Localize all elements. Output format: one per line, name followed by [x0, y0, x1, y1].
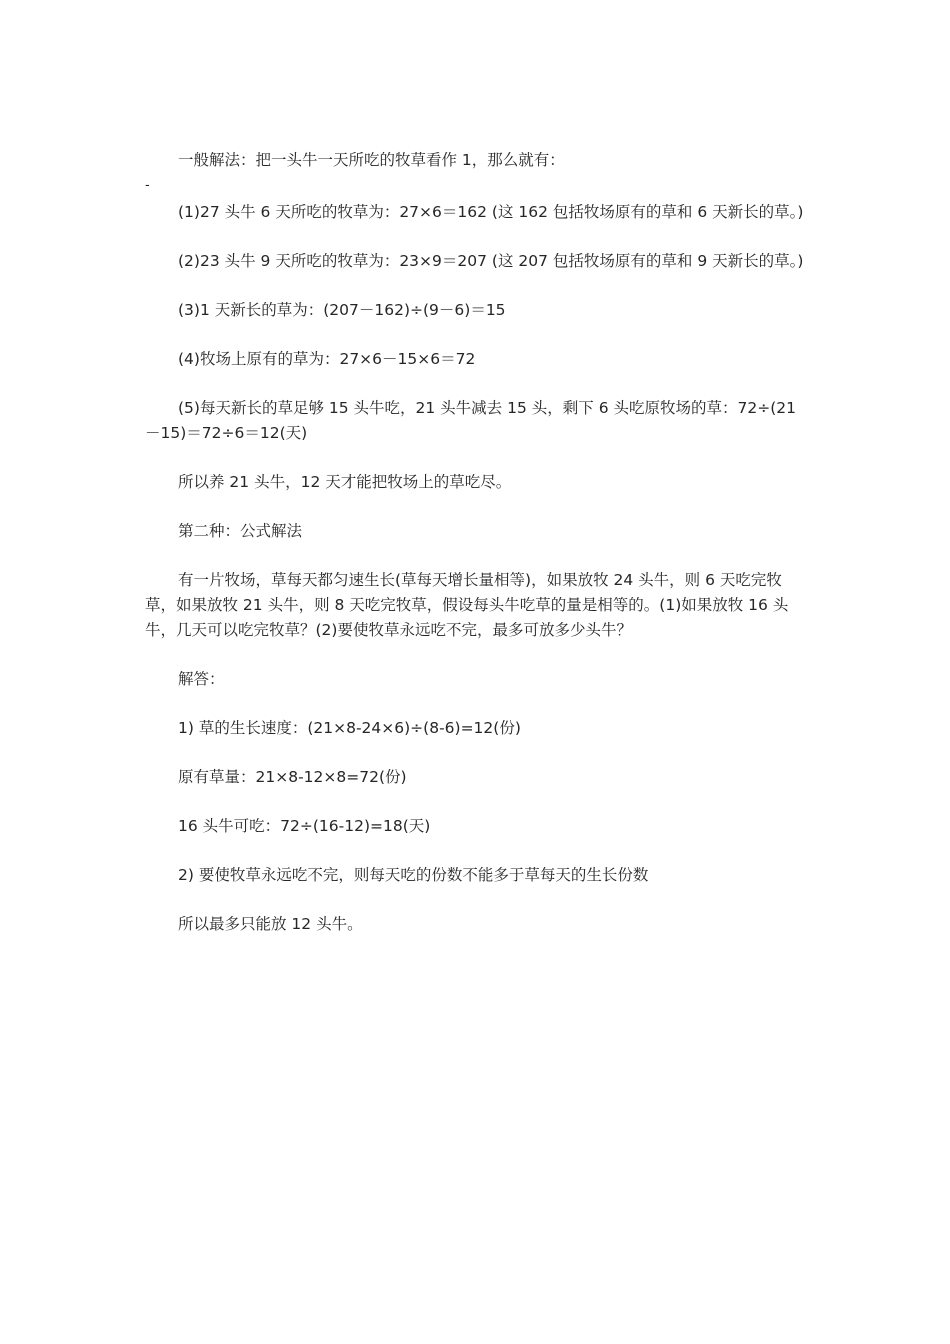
paragraph-growth-rate: 1) 草的生长速度：(21×8-24×6)÷(8-6)=12(份) — [178, 719, 521, 737]
paragraph-original-grass: 原有草量：21×8-12×8=72(份) — [178, 768, 407, 786]
paragraph-condition: 2) 要使牧草永远吃不完，则每天吃的份数不能多于草每天的生长份数 — [178, 866, 649, 884]
paragraph-step-5: (5)每天新长的草足够 15 头牛吃，21 头牛减去 15 头，剩下 6 头吃原牧场的草：72÷(21－15)＝72÷6＝12(天) — [145, 399, 796, 442]
paragraph-problem: 有一片牧场，草每天都匀速生长(草每天增长量相等)，如果放牧 24 头牛，则 6 天吃完牧草，如果放牧 21 头牛，则 8 天吃完牧草，假设每头牛吃草的量是相等的。(1)如果放牧 16 头牛，几天可以吃完牧草？(2)要使牧草永远吃不完，最多可放多少头牛？ — [145, 571, 789, 639]
paragraph-step-2: (2)23 头牛 9 天所吃的牧草为：23×9＝207 (这 207 包括牧场原有的草和 9 天新长的草。) — [178, 252, 804, 270]
paragraph-16-cows: 16 头牛可吃：72÷(16-12)=18(天) — [178, 817, 431, 835]
paragraph-answer-heading: 解答： — [178, 670, 225, 688]
paragraph-step-1: (1)27 头牛 6 天所吃的牧草为：27×6＝162 (这 162 包括牧场原有的草和 6 天新长的草。) — [178, 203, 804, 221]
paragraph-conclusion-2: 所以最多只能放 12 头牛。 — [178, 915, 363, 933]
document-body — [145, 148, 805, 961]
paragraph-conclusion-1: 所以养 21 头牛，12 天才能把牧场上的草吃尽。 — [178, 473, 512, 491]
dash-mark: - — [145, 178, 150, 193]
paragraph-step-4: (4)牧场上原有的草为：27×6－15×6＝72 — [178, 350, 476, 368]
paragraph-method-intro: 一般解法：把一头牛一天所吃的牧草看作 1，那么就有： — [178, 151, 565, 169]
paragraph-method-2-heading: 第二种：公式解法 — [178, 522, 303, 540]
paragraph-step-3: (3)1 天新长的草为：(207－162)÷(9－6)＝15 — [178, 301, 506, 319]
